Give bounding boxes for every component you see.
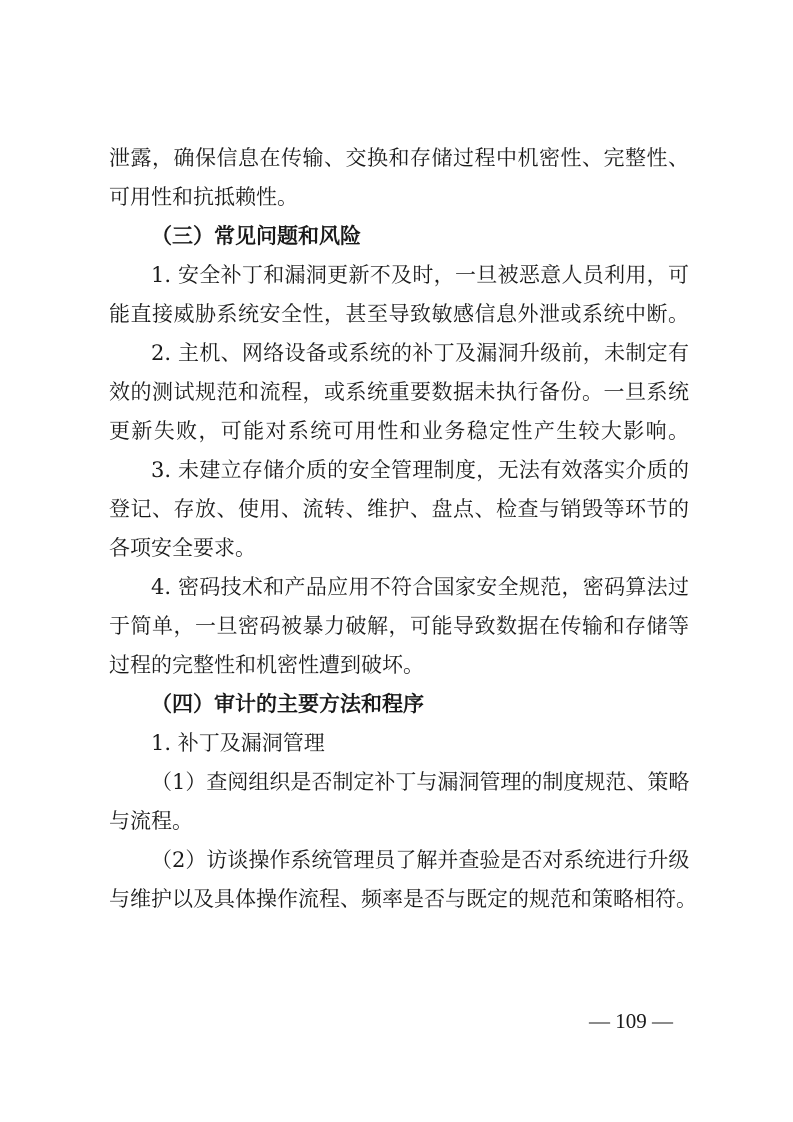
body-text-line: 泄露，确保信息在传输、交换和存储过程中机密性、完整性、 xyxy=(109,146,689,170)
body-text-line: （1）查阅组织是否制定补丁与漏洞管理的制度规范、策略 xyxy=(151,770,690,794)
body-text-line: 于简单，一旦密码被暴力破解，可能导致数据在传输和存储等 xyxy=(109,614,689,638)
body-text-line: 3. 未建立存储介质的安全管理制度，无法有效落实介质的 xyxy=(151,458,689,482)
body-text-line: 与维护以及具体操作流程、频率是否与既定的规范和策略相符。 xyxy=(109,887,697,911)
body-text-line: 与流程。 xyxy=(109,809,193,833)
section-heading: （四）审计的主要方法和程序 xyxy=(151,691,424,716)
body-text-line: 4. 密码技术和产品应用不符合国家安全规范，密码算法过 xyxy=(151,575,689,599)
body-text-line: 2. 主机、网络设备或系统的补丁及漏洞升级前，未制定有 xyxy=(151,341,689,365)
body-text-line: 更新失败，可能对系统可用性和业务稳定性产生较大影响。 xyxy=(109,419,689,443)
body-text-line: 各项安全要求。 xyxy=(109,536,256,560)
body-text-line: 能直接威胁系统安全性，甚至导致敏感信息外泄或系统中断。 xyxy=(109,302,689,326)
body-text-line: 效的测试规范和流程，或系统重要数据未执行备份。一旦系统 xyxy=(109,380,689,404)
page-number: — 109 — xyxy=(589,1009,673,1033)
body-text-line: 登记、存放、使用、流转、维护、盘点、检查与销毁等环节的 xyxy=(109,497,689,521)
body-text-line: 过程的完整性和机密性遭到破坏。 xyxy=(109,653,424,677)
section-heading: （三）常见问题和风险 xyxy=(151,223,361,248)
body-text-line: 1. 安全补丁和漏洞更新不及时，一旦被恶意人员利用，可 xyxy=(151,263,689,287)
body-text-line: （2）访谈操作系统管理员了解并查验是否对系统进行升级 xyxy=(151,848,690,872)
body-text-line: 可用性和抗抵赖性。 xyxy=(109,185,298,209)
subsection-heading: 1. 补丁及漏洞管理 xyxy=(151,731,325,755)
